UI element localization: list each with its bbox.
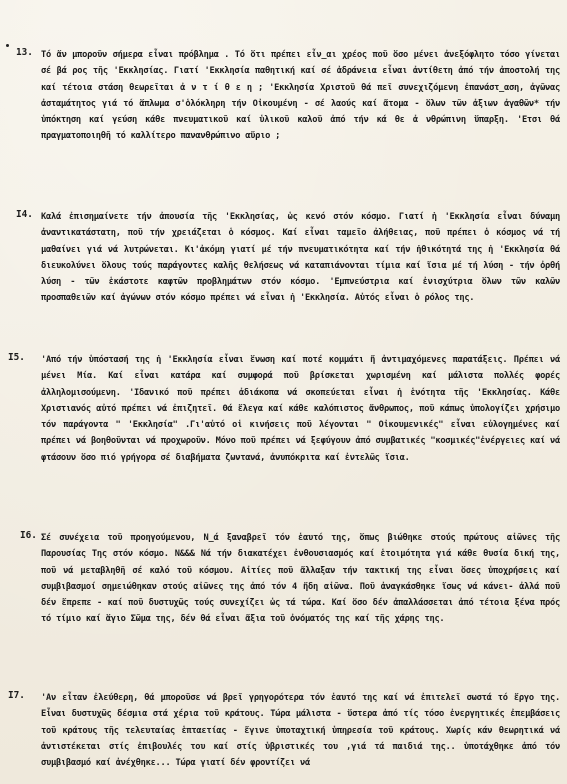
- paragraph-text: 'Από τήν ὑπόστασή της ἡ 'Εκκλησία εἶναι ἕνωση καί ποτέ κομμάτι ἤ ἀντιμαχόμενες παρατάξεις. Πρέπει νά μένει Μία. Καί εἶναι κατάρα καί συμφορά ποῦ βρίσκεται χωρισμένη καί μάλιστα πολλές φορές ἀλληλομισούμενη. 'Ιδανικό ποῦ πρέπει ἀδιάκοπα νά σκοπεύεται εἶναι ἡ ἑνότητα τῆς 'Εκκλησίας. Κάθε Χριστιανός αὐτό πρέπει νά ἐπιζητεῖ. Θά ἔλεγα καί κάθε καλόπιστος ἄνθρωπος, ποῦ κάπως ὑπολογίζει χρήσιμο τόν παράγοντα " 'Εκκλησία" .Γι'αὐτό οἱ κινήσεις ποῦ λέγονται " Οἰκουμενικές" εἶναι εὐλογημένες καί πρέπει νά βοηθοῦνται νά προχωροῦν. Μόνο ποῦ πρέπει νά ξεφύγουν ἀπό συμβατικές "κοσμικές"ἐνέργειες καί νά φτάσουν ὅσο πιό γρήγορα σέ διαβήματα ζωντανά, ἀνυπόκριτα καί ἐντελῶς ἴσια.: [41, 355, 560, 463]
- paragraph-number: 13.: [16, 47, 33, 58]
- paragraph-number: I5.: [8, 352, 25, 363]
- paragraph-number: I7.: [8, 690, 25, 701]
- paragraph-13: [16, 47, 560, 197]
- paragraph-text: 'Αν εἶταν ἐλεύθερη, θά μποροῦσε νά βρεῖ γρηγορότερα τόν ἑαυτό της καί νά ἐπιτελεῖ σωστά τό ἔργο της. Εἶναι δυστυχῶς δέσμια στά χέρια τοῦ κράτους. Τώρα μάλιστα - ὕστερα ἀπό τίς τόσο ἐνεργητικές ἐπεμβάσεις τοῦ κράτους τῆς τελευταίας ἑπταετίας - ἔγινε ὑποταχτική ὑπηρεσία τοῦ κράτους. Χωρίς κάν θεωρητικά νά ἀντιστέκεται στίς ἐπιβουλές του καί στίς ὑβριστικές του ,γιά τά παιδιά της.. ὑποτάχθηκε ἀπό τόν συμβιβασμό καί ἀνέχθηκε... Τώρα γιατί δέν φροντίζει νά: [41, 693, 560, 769]
- paragraph-text: Τό ἄν μποροῦν σήμερα εἶναι πρόβλημα . Τό ὅτι πρέπει εἶν_αι χρέος ποῦ ὅσο μένει ἀνεξόφλητο τόσο γίνεται σέ βά ρος τῆς 'Εκκλησίας. Γιατί 'Εκκλησία παθητική καί σέ ἀδράνεια εἶναι ἀντίθετη ἀπό τήν ἀποστολή της καί τέτοια στάση θεωρεῖται ἀ ν τ ί θ ε η ; 'Εκκλησία Χριστοῦ θά πεῖ συνεχιζόμενη ἐπανάστ_αση, ἀγῶνας ἀσταμάτητος γιά τό ἅπλωμα σ'ὁλόκληρη τήν Οἰκουμένη - σέ λαούς καί ἄτομα - ὅλων τῶν ἀξιων ἀγαθῶν* τήν ὑπόκτηση καί γεύση κάθε πνευματικοῦ καί ὑλικοῦ καλοῦ ἀπό τήν κά θε ἀ νθρώπινη ὕπαρξη. 'Ετσι θά πραγματοποιηθῆ τό καλλίτερο πανανθρώπινο αὔριο ;: [41, 50, 560, 142]
- paragraph-16: [20, 530, 560, 675]
- paragraph-text: Σέ συνέχεια τοῦ προηγούμενου, Ν_ά ξαναβρεῖ τόν ἑαυτό της, ὅπως βιώθηκε στούς πρώτους αἰῶνες τῆς Παρουσίας Της στόν κόσμο. Ν&&& Νά τήν διακατέχει ἐνθουσιασμός καί ἑτοιμότητα γιά κάθε θυσία δική της, ποῦ νά μεταβληθῆ σέ καλό τοῦ κόσμου. Αἰτίες ποῦ ἄλλαξαν τήν τακτική της εἶναι ὅσες ὑποχρήσεις καί συμβιβασμοί σημειώθηκαν στούς αἰῶνες της ἀπό τόν 4 ἤδη αἰῶνα. Ποῦ ἀναγκάσθηκε ἴσως νά κάνει- ἀλλά ποῦ δέν ἔπρεπε - καί ποῦ δυστυχῶς τούς συνεχίζει ὡς τά τώρα. Καί ὅσο δέν ἀπαλλάσσεται ἀπό τέτοια ξένα πρός τό τίμιο καί ἅγιο Σῶμα της, δέν θά εἶναι ἄξια τοῦ ὀνόματός της καί τῆς χάρης της.: [41, 533, 560, 625]
- paragraph-17: [8, 690, 560, 784]
- paragraph-14: [16, 209, 560, 347]
- paragraph-number: I4.: [16, 209, 33, 220]
- ink-mark: [6, 44, 9, 47]
- paragraph-15: [8, 352, 560, 528]
- paragraph-number: I6.: [20, 530, 37, 541]
- paragraph-text: Καλά ἐπισημαίνετε τήν ἀπουσία τῆς 'Εκκλησίας, ὡς κενό στόν κόσμο. Γιατί ἡ 'Εκκλησία εἶναι δύναμη ἀναντικατάστατη, ποῦ τήν χρειάζεται ὁ κόσμος. Καί εἶναι ταμεῖο ἀλήθειας, ποῦ πρέπει ὁ κόσμος νά τή μαθαίνει γιά νά λυτρώνεται. Κι'ἀκόμη γιατί μέ τήν πνευματικότητα καί τήν ἠθικότητά της ἡ 'Εκκλησία θά διευκολύνει ὅλους τούς παράγοντες καλῆς θελήσεως νά καταπιάνονται τίμια καί ἴσια μέ τή λύση - τήν ὀρθή λύση - τῶν ἑκάστοτε καφτῶν προβλημάτων στόν κόσμο. 'Εμπνεύστρια καί ἐνισχύτρια ὅλων τῶν καλῶν προσπαθειῶν καί ἀγώνων στόν κόσμο πρέπει νά εἶναι ἡ 'Εκκλησία. Αὐτός εἶναι ὁ ρόλος της.: [41, 212, 560, 304]
